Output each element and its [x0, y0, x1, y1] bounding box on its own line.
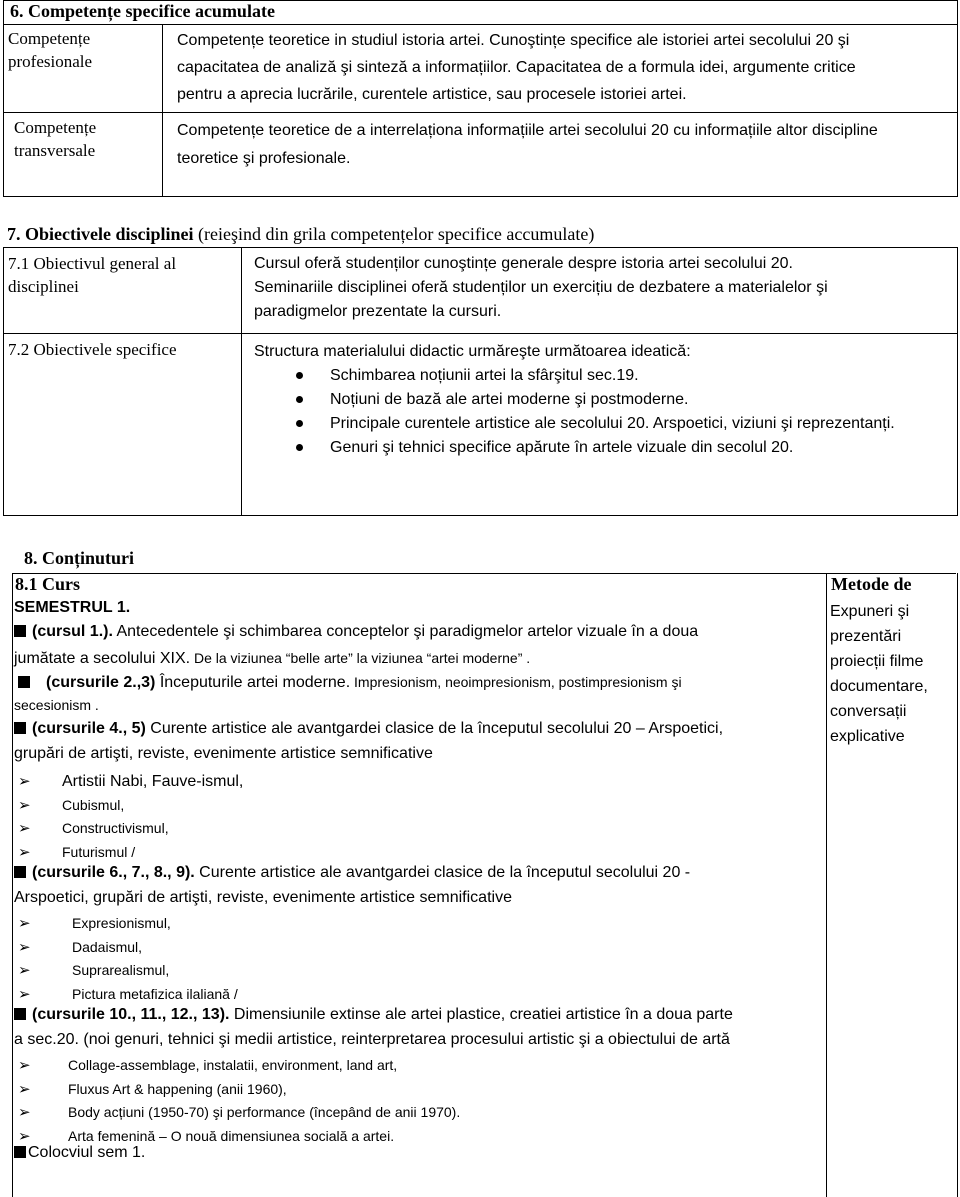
method-item: documentare,: [830, 678, 928, 695]
arrow-bullet-icon: ➢: [18, 820, 31, 837]
block-course-2: (cursurile 2.,3) Începuturile artei moderne. Impresionism, neoimpresionism, postimpresionism şi: [14, 674, 682, 692]
block-course-4-line-2: Arspoetici, grupări de artişti, reviste, evenimente artistice semnificative: [14, 889, 512, 906]
block-course-4-list: [18, 912, 238, 1006]
methods-header: Metode de: [831, 574, 912, 594]
bullet-icon: [296, 372, 303, 379]
block-course-1: (cursul 1.). Antecedentele şi schimbarea conceptelor şi paradigmelor artelor vizuale în a doua: [14, 623, 822, 641]
list-item: ➢ Cubismul,: [18, 794, 243, 818]
list-item: ➢ Fluxus Art & happening (anii 1960),: [18, 1078, 460, 1102]
arrow-bullet-icon: ➢: [18, 843, 31, 861]
semester-title: SEMESTRUL 1.: [14, 599, 131, 616]
square-bullet-icon: [14, 866, 26, 878]
arrow-bullet-icon: ➢: [18, 985, 31, 1003]
section7-title-rest: (reieşind din grila competențelor specifice accumulate): [193, 224, 595, 244]
transversal-line-2: teoretice şi profesionale.: [177, 150, 351, 167]
general-objective-label-2: disciplinei: [8, 277, 79, 296]
professional-line-2: capacitatea de analiză şi sinteză a informațiilor. Capacitatea de a formula idei, argumente critice: [177, 59, 856, 76]
bullet-icon: [296, 444, 303, 451]
transversal-line-1: Competențe teoretice de a interrelaționa informațiile artei secolului 20 cu informațiile altor discipline: [177, 122, 878, 139]
square-bullet-icon: [14, 1008, 26, 1020]
colloquium: Colocviul sem 1.: [14, 1144, 145, 1162]
specific-objectives-text-cell: [242, 334, 958, 516]
professional-label-cell: [4, 25, 163, 113]
specific-objectives-list: [254, 364, 945, 460]
arrow-bullet-icon: ➢: [18, 1127, 31, 1145]
square-bullet-icon: [18, 676, 30, 688]
general-objective-line-3: paradigmelor prezentate la cursuri.: [254, 303, 502, 320]
list-item: Genuri şi tehnici specifice apărute în artele vizuale din secolul 20.: [296, 436, 945, 460]
list-item: ➢ Futurismul /: [18, 841, 243, 865]
arrow-bullet-icon: ➢: [18, 1057, 31, 1074]
competences-table: [3, 0, 958, 197]
list-item: ➢ Arta femenină – O nouă dimensiunea socială a artei.: [18, 1125, 460, 1149]
professional-label-1: Competențe: [8, 29, 91, 48]
method-item: explicative: [830, 728, 905, 745]
method-item: proiecții filme: [830, 653, 924, 670]
list-item: Principale curentele artistice ale secolului 20. Arspoetici, viziuni şi reprezentanți.: [296, 412, 945, 436]
list-item: Noțiuni de bază ale artei moderne şi postmoderne.: [296, 388, 945, 412]
general-objective-text-cell: [242, 248, 958, 334]
general-objective-line-1: Cursul oferă studenților cunoştințe generale despre istoria artei secolului 20.: [254, 255, 793, 272]
list-item: ➢ Dadaismul,: [18, 936, 238, 960]
block-course-3-line-2: grupări de artişti, reviste, evenimente artistice semnificative: [14, 745, 433, 762]
section6-title: 6. Competențe specifice acumulate: [10, 1, 275, 21]
block-course-2-line-2: secesionism .: [14, 697, 99, 713]
curs-header: 8.1 Curs: [15, 574, 81, 594]
content-table-divider: [826, 573, 827, 1197]
block-course-3: (cursurile 4., 5) Curente artistice ale avantgardei clasice de la începutul secolului 20 – Arspoetici,: [14, 720, 723, 738]
block-course-5: (cursurile 10., 11., 12., 13). Dimensiunile extinse ale artei plastice, creatiei artistice în a doua parte: [14, 1006, 733, 1024]
list-item: ➢ Artistii Nabi, Fauve-ismul,: [18, 770, 243, 794]
section7-title-bold: 7. Obiectivele disciplinei: [7, 224, 194, 244]
bullet-icon: [296, 420, 303, 427]
transversal-label-1: Competențe: [14, 118, 97, 137]
list-item: ➢ Body acțiuni (1950-70) şi performance (începând de anii 1970).: [18, 1101, 460, 1125]
specific-objectives-label-cell: [4, 334, 242, 516]
method-item: conversații: [830, 703, 907, 720]
general-objective-label-cell: [4, 248, 242, 334]
arrow-bullet-icon: ➢: [18, 796, 31, 814]
arrow-bullet-icon: ➢: [18, 915, 31, 932]
list-item: ➢ Suprarealismul,: [18, 959, 238, 983]
section6-header: [4, 1, 958, 25]
professional-text-cell: [163, 25, 958, 113]
general-objective-line-2: Seminariile disciplinei oferă studenților un exercițiu de dezbatere a materialelor şi: [254, 279, 828, 296]
specific-objectives-label: 7.2 Obiectivele specifice: [8, 340, 177, 359]
bullet-icon: [296, 396, 303, 403]
specific-objectives-intro: Structura materialului didactic urmăreşte următoarea ideatică:: [254, 343, 691, 360]
block-course-4: (cursurile 6., 7., 8., 9). Curente artistice ale avantgardei clasice de la începutul secolului 20 -: [14, 864, 690, 882]
list-item: ➢ Expresionismul,: [18, 912, 238, 936]
objectives-table: [3, 247, 958, 516]
method-item: prezentări: [830, 628, 902, 645]
section8-title: 8. Conținuturi: [24, 548, 135, 568]
method-item: Expuneri şi: [830, 603, 910, 620]
transversal-text-cell: [163, 113, 958, 197]
general-objective-label-1: 7.1 Obiectivul general al: [8, 254, 177, 273]
block-course-1-line-2: jumătate a secolului XIX. De la viziunea “belle arte” la viziunea “artei moderne” .: [14, 650, 531, 667]
arrow-bullet-icon: ➢: [18, 962, 31, 979]
professional-line-1: Competențe teoretice in studiul istoria artei. Cunoştințe specifice ale istoriei artei secolului 20 şi: [177, 32, 850, 49]
block-course-3-list: [18, 770, 243, 864]
arrow-bullet-icon: ➢: [18, 1080, 31, 1098]
list-item: ➢ Pictura metafizica ilaliană /: [18, 983, 238, 1007]
arrow-bullet-icon: ➢: [18, 938, 31, 956]
square-bullet-icon: [14, 722, 26, 734]
list-item: ➢ Constructivismul,: [18, 817, 243, 841]
section7-title: [7, 224, 594, 245]
block-course-5-list: [18, 1054, 460, 1148]
methods-list: [830, 599, 928, 749]
professional-label-2: profesionale: [8, 52, 93, 71]
professional-line-3: pentru a aprecia lucrările, curentele artistice, sau procesele istoriei artei.: [177, 86, 687, 103]
block-course-5-line-2: a sec.20. (noi genuri, tehnici şi medii artistice, reinterpretarea procesului artistic şi a obiectului de artă: [14, 1031, 730, 1048]
list-item: ➢ Collage-assemblage, instalatii, environment, land art,: [18, 1054, 460, 1078]
square-bullet-icon: [14, 625, 26, 637]
square-bullet-icon: [14, 1146, 26, 1158]
list-item: Schimbarea noțiunii artei la sfârşitul sec.19.: [296, 364, 945, 388]
transversal-label-cell: [4, 113, 163, 197]
arrow-bullet-icon: ➢: [18, 1104, 31, 1121]
transversal-label-2: transversale: [14, 141, 96, 160]
arrow-bullet-icon: ➢: [18, 773, 31, 790]
